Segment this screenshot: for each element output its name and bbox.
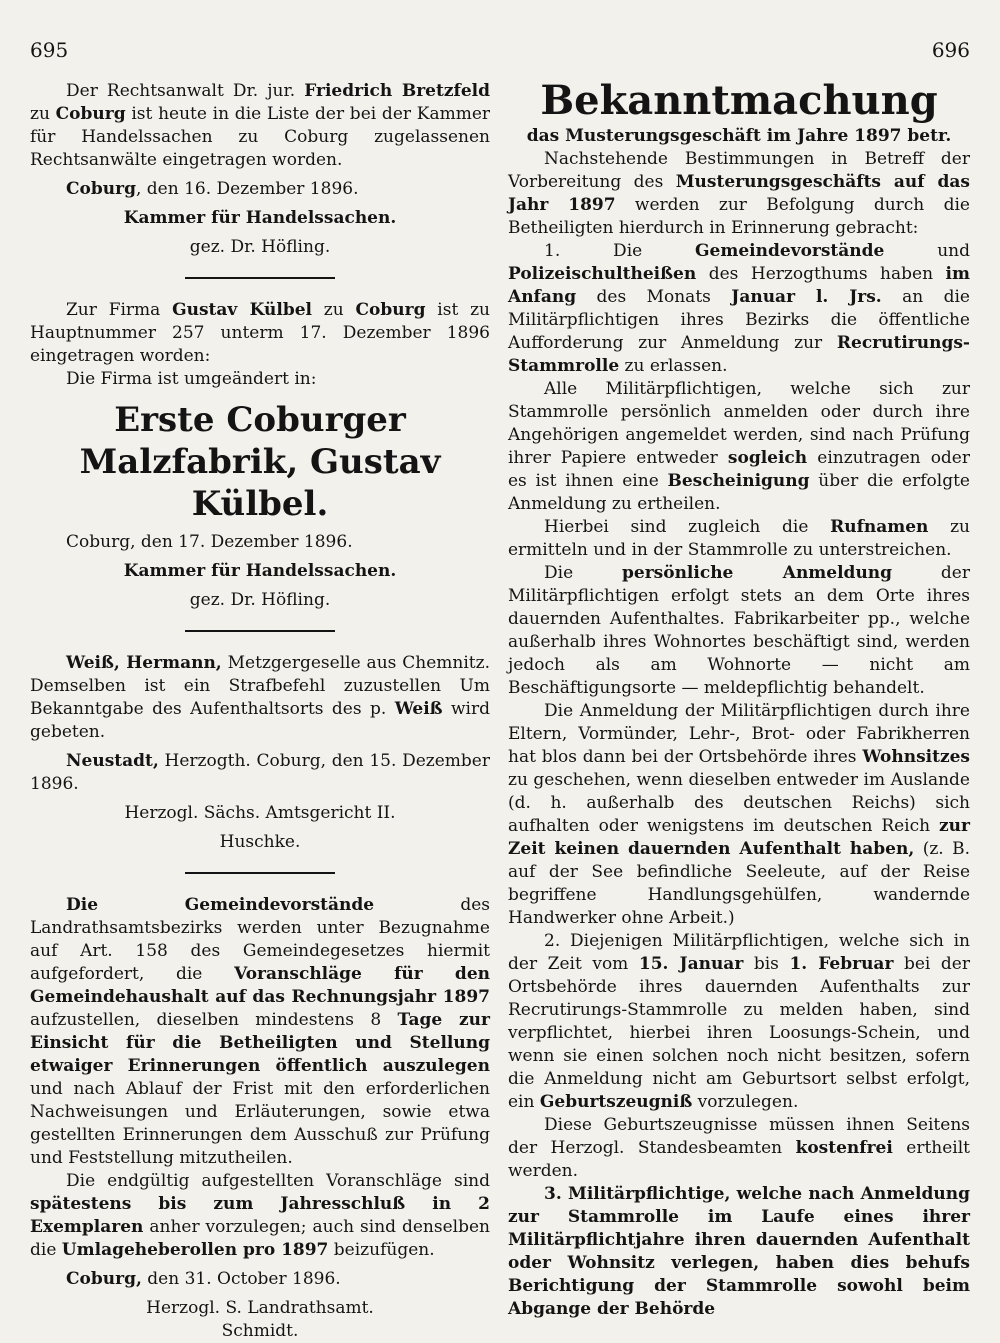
notice-date: Neustadt, Herzogth. Coburg, den 15. Dezember 1896. bbox=[30, 751, 490, 794]
paragraph-1: 1. Die Gemeindevorstände und Polizeischultheißen des Herzogthums haben im Anfang des Monats Januar l. Jrs. an die Militärpflichtigen ihres Bezirks die öffentliche Aufforderung zur Anmeldung zur Recrutirungs-Stammrolle zu erlassen. bbox=[508, 241, 970, 376]
divider bbox=[185, 630, 335, 632]
divider bbox=[185, 872, 335, 874]
notice-bretzfeld bbox=[30, 80, 490, 259]
new-firm-name: Erste Coburger Malzfabrik, Gustav Külbel. bbox=[79, 400, 441, 524]
notice-signature: gez. Dr. Höfling. bbox=[189, 590, 331, 610]
notice-signature: gez. Dr. Höfling. bbox=[189, 237, 331, 257]
notice-body: Weiß, Hermann, Metzgergeselle aus Chemnitz. Demselben ist ein Strafbefehl zuzustellen Um Bekanntgabe des Aufenthaltsorts des p. Weiß wird gebeten. bbox=[30, 653, 490, 742]
notice-date: Coburg, den 17. Dezember 1896. bbox=[66, 532, 353, 552]
announcement-title: Bekanntmachung bbox=[540, 77, 938, 124]
notice-body: Zur Firma Gustav Külbel zu Coburg ist zu Hauptnummer 257 unterm 17. Dezember 1896 eingetragen worden: bbox=[30, 300, 490, 366]
paragraph-3: Hierbei sind zugleich die Rufnamen zu ermitteln und in der Stammrolle zu unterstreichen. bbox=[508, 517, 970, 560]
paragraph-2: Alle Militärpflichtigen, welche sich zur Stammrolle persönlich anmelden oder durch ihre Angehörigen angemeldet werden, sind nach Prüfung ihrer Papiere entweder sogleich einzutragen oder es ist ihnen eine Bescheinigung über die erfolgte Anmeldung zu ertheilen. bbox=[508, 379, 970, 514]
page-number-left: 695 bbox=[30, 38, 69, 62]
notice-authority: Kammer für Handelssachen. bbox=[123, 208, 397, 228]
intro-paragraph: Nachstehende Bestimmungen in Betreff der Vorbereitung des Musterungsgeschäfts auf das Jahr 1897 werden zur Befolgung durch die Betheiligten hierdurch in Erinnerung gebracht: bbox=[508, 149, 970, 238]
notice-body: Die Gemeindevorstände des Landrathsamtsbezirks werden unter Bezugnahme auf Art. 158 des Gemeindegesetzes hiermit aufgefordert, die Voranschläge für den Gemeindehaushalt auf das Rechnungsjahr 1897 aufzustellen, dieselben mindestens 8 Tage zur Einsicht für die Betheiligten und Stellung etwaiger Erinnerungen öffentlich auszulegen und nach Ablauf der Frist mit den erforderlichen Nachweisungen und Erläuterungen, sowie etwa gestellten Erinnerungen dem Ausschuß zur Prüfung und Feststellung mitzutheilen. bbox=[30, 895, 490, 1168]
paragraph-5: Die Anmeldung der Militärpflichtigen durch ihre Eltern, Vormünder, Lehr-, Brot- oder Fabrikherren hat blos dann bei der Ortsbehörde ihres Wohnsitzes zu geschehen, wenn dieselben entweder im Auslande (d. h. außerhalb des deutschen Reichs) sich aufhalten oder wenigstens im deutschen Reich zur Zeit keinen dauernden Aufenthalt haben, (z. B. auf der See befindliche Seeleute, auf der Reise begriffene Handlungsgehülfen, wandernde Handwerker ohne Arbeit.) bbox=[508, 701, 970, 928]
paragraph-7: Diese Geburtszeugnisse müssen ihnen Seitens der Herzogl. Standesbeamten kostenfrei ertheilt werden. bbox=[508, 1115, 970, 1181]
paragraph-8: 3. Militärpflichtige, welche nach Anmeldung zur Stammrolle im Laufe eines ihrer Militärpflichtjahre ihren dauernden Aufenthalt oder Wohnsitz verlegen, haben dies behufs Berichtigung der Stammrolle sowohl beim Abgange der Behörde bbox=[508, 1184, 970, 1319]
notice-kuelbel bbox=[30, 299, 490, 612]
notice-weiss bbox=[30, 652, 490, 854]
paragraph-6: 2. Diejenigen Militärpflichtigen, welche sich in der Zeit vom 15. Januar bis 1. Februar bei der Ortsbehörde ihres dauernden Aufenthalts zur Recrutirungs-Stammrolle zu melden haben, sind verpflichtet, hierbei ihren Loosungs-Schein, und wenn sie einen solchen noch nicht besitzen, sofern die Anmeldung nicht am Geburtsort selbst erfolgt, ein Geburtszeugniß vorzulegen. bbox=[508, 931, 970, 1112]
notice-body: Der Rechtsanwalt Dr. jur. Friedrich Bretzfeld zu Coburg ist heute in die Liste der bei der Kammer für Handelssachen zu Coburg zugelassenen Rechtsanwälte eingetragen worden. bbox=[30, 81, 491, 170]
notice-date: Coburg, den 31. October 1896. bbox=[66, 1269, 341, 1289]
notice-date: Coburg, den 16. Dezember 1896. bbox=[66, 179, 359, 199]
divider bbox=[185, 277, 335, 279]
notice-authority: Herzogl. Sächs. Amtsgericht II. bbox=[124, 803, 396, 823]
paragraph-4: Die persönliche Anmeldung der Militärpflichtigen erfolgt stets an dem Orte ihres dauernden Aufenthaltes. Fabrikarbeiter pp., welche außerhalb ihres Wohnortes beschäftigt sind, werden jedoch als am Wohnorte — nicht am Beschäftigungsorte — meldepflichtig behandelt. bbox=[508, 563, 970, 698]
left-column bbox=[30, 80, 490, 1343]
notice-authority: Kammer für Handelssachen. bbox=[123, 561, 397, 581]
notice-gemeindevorstaende bbox=[30, 894, 490, 1343]
right-column bbox=[508, 78, 970, 1321]
notice-authority: Herzogl. S. Landrathsamt. bbox=[146, 1298, 374, 1318]
announcement-subtitle: das Musterungsgeschäft im Jahre 1897 betr. bbox=[526, 126, 952, 146]
notice-signature: Huschke. bbox=[219, 832, 301, 852]
notice-signature: Schmidt. bbox=[221, 1321, 299, 1341]
notice-body-2: Die endgültig aufgestellten Voranschläge sind spätestens bis zum Jahresschluß in 2 Exemplaren anher vorzulegen; auch sind denselben die Umlageheberollen pro 1897 beizufügen. bbox=[30, 1171, 490, 1260]
page-number-right: 696 bbox=[931, 38, 970, 62]
notice-line: Die Firma ist umgeändert in: bbox=[66, 369, 317, 389]
